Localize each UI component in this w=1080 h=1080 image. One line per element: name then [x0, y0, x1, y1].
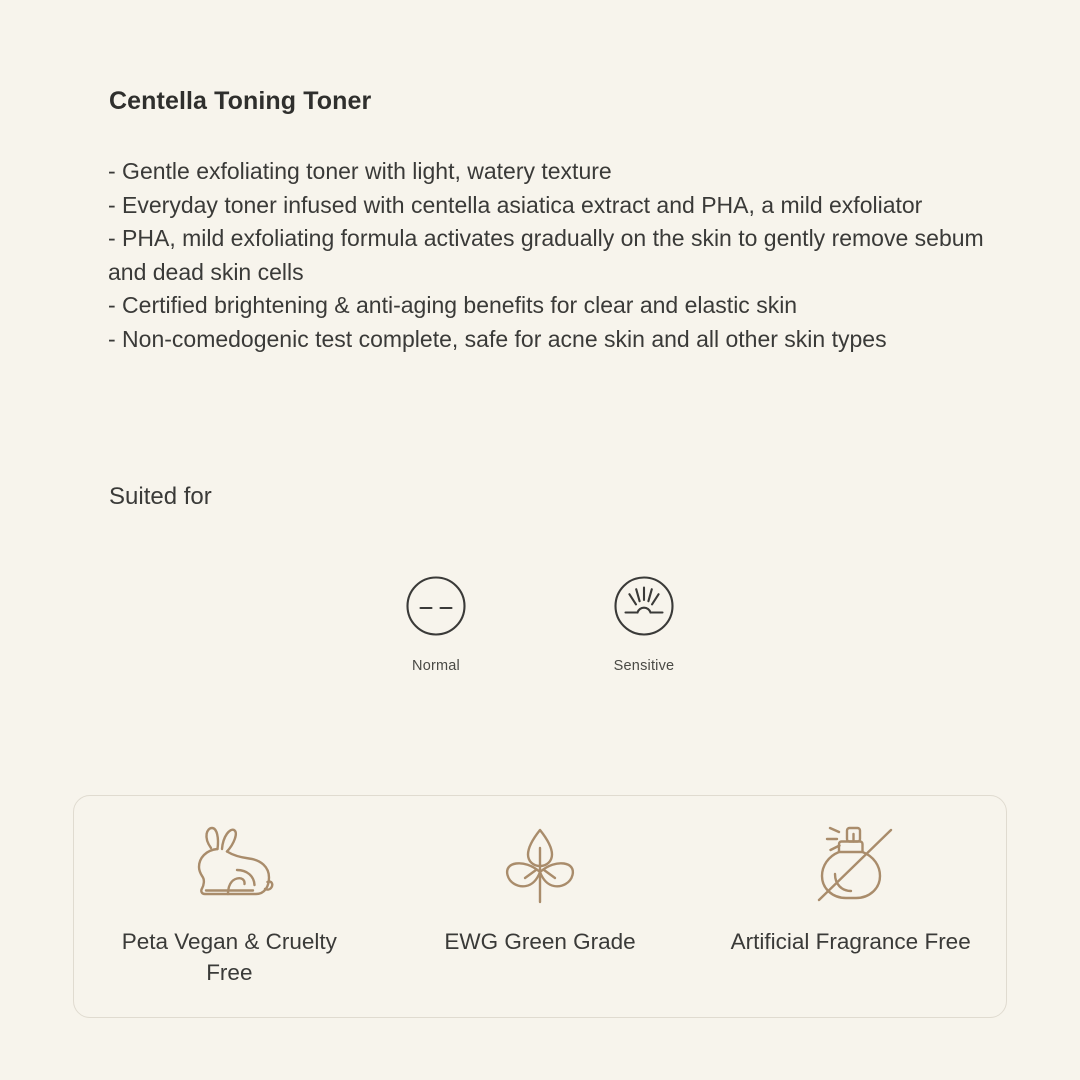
certification-item-ewg-green-grade: [385, 822, 696, 957]
page-title: Centella Toning Toner: [109, 87, 372, 115]
skin-type-list: [0, 575, 1080, 675]
certification-label: Peta Vegan & Cruelty Free: [121, 929, 337, 985]
skin-type-label: Normal: [412, 658, 460, 674]
description-line: - Certified brightening & anti-aging benefits for clear and elastic skin: [108, 292, 798, 318]
sunrise-rays-icon: [613, 575, 675, 637]
rabbit-icon: [181, 822, 277, 906]
certification-label: EWG Green Grade: [444, 929, 636, 954]
suited-for-heading: Suited for: [109, 483, 212, 510]
leaf-sprig-icon: [492, 822, 588, 906]
product-description: [108, 155, 998, 356]
description-line: - Everyday toner infused with centella asiatica extract and PHA, a mild exfoliator: [108, 191, 923, 218]
no-fragrance-bottle-icon: [803, 822, 899, 906]
skin-type-sensitive: [599, 575, 689, 675]
description-line: - Non-comedogenic test complete, safe for acne skin and all other skin types: [108, 325, 887, 352]
certification-item-peta-vegan: [74, 822, 385, 988]
description-line: - Gentle exfoliating toner with light, watery texture: [108, 158, 612, 184]
skin-type-normal: [391, 575, 481, 675]
certification-card: [73, 795, 1007, 1018]
skin-type-label: Sensitive: [613, 658, 675, 674]
certification-item-fragrance-free: [695, 822, 1006, 957]
face-neutral-icon: [405, 575, 467, 637]
certification-label: Artificial Fragrance Free: [730, 929, 971, 954]
description-line: - PHA, mild exfoliating formula activates gradually on the skin to gently remove sebum and dead skin cells: [108, 225, 984, 285]
